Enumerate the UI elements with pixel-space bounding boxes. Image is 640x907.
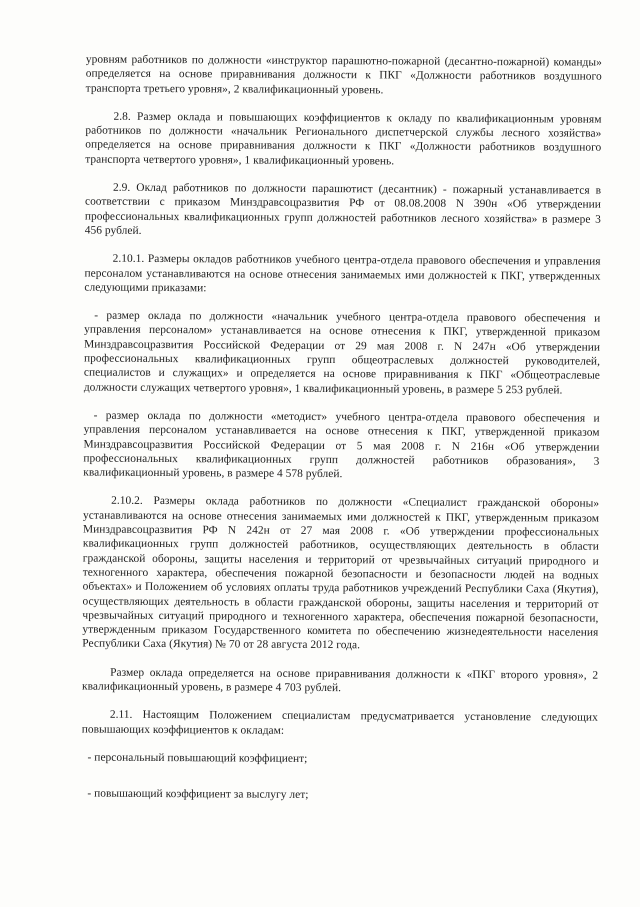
list-item-seniority-coefficient: - повышающий коэффициент за выслугу лет; (87, 787, 309, 802)
paragraph-instructor-rank: уровням работников по должности «инструктор парашютно-пожарной (десантно-пожарной) команды» определяется на основе приравнивания должности к ПКГ «Должности работников воздушного транспорта третьего уровня», 2 квалификационный уровень. (85, 53, 602, 96)
paragraph-salary-second-level: Размер оклада определяется на основе приравнивания должности к «ПКГ второго уровня», 2 квалификационный уровень, в размере 4 703 рублей. (81, 666, 599, 695)
paragraph-2-11: 2.11. Настоящим Положением специалистам предусматривается установление следующих повышающих коэффициентов к окладам: (81, 709, 598, 737)
paragraph-2-8: 2.8. Размер оклада и повышающих коэффициентов к окладу по квалификационным уровням работников по должности «начальник Регионального диспетчерской службы лесного хозяйства» определяется на основе приравнивания должности к ПКГ «Должности работников воздушного транспорта четвертого уровня», 1 квалификационный уровень. (85, 110, 602, 168)
paragraph-head-training-center: - размер оклада по должности «начальник учебного центра-отдела правового обеспечения и управления персоналом» устанавливается на основе отнесения к ПКГ, утвержденной приказом Минздравсоцразвития Российской Федерации от 29 мая 2008 г. N 247н «Об утверждении профессиональных квалификационных групп общеотраслевых должностей руководителей, специалистов и служащих» и определяется на основе приравнивания к ПКГ «Общеотраслевые должности служащих четвертого уровня», 1 квалификационный уровень, в размере 5 253 рублей. (83, 309, 601, 397)
paragraph-methodist: - размер оклада по должности «методист» учебного центра-отдела правового обеспечения и управления персоналом устанавливается на основе отнесения к ПКГ, утвержденной приказом Минздравсоцразвития Российской Федерации от 5 мая 2008 г. N 216н «Об утверждении профессиональных квалификационных групп должностей работников образования», 3 квалификационный уровень, в размере 4 578 рублей. (83, 409, 600, 481)
paragraph-2-10-2: 2.10.2. Размеры оклада работников по должности «Специалист гражданской обороны» устанавливаются на основе отнесения занимаемых ими должностей к ПКГ, утвержденным приказом Минздравсоцразвития РФ N 242н от 27 мая 2008 г. «Об утверждении профессиональных квалификационных групп должностей работников, осуществляющих деятельность в области гражданской обороны, защиты населения и территорий от чрезвычайных ситуаций природного и техногенного характера, обеспечения пожарной безопасности и безопасности людей на водных объектах» и Положением об условиях оплаты труда работников учреждений Республики Саха (Якутия), осуществляющих деятельность в области гражданской обороны, защиты населения и территорий от чрезвычайных ситуаций природного и техногенного характера, обеспечения пожарной безопасности, утвержденным приказом Государственного комитета по обеспечению жизнедеятельности населения Республики Саха (Якутия) № 70 от 28 августа 2012 года. (82, 495, 600, 652)
paragraph-2-10-1: 2.10.1. Размеры окладов работников учебного центра-отдела правового обеспечения и управления персоналом устанавливаются на основе отнесения занимаемых ими должностей к ПКГ, утвержденных следующими приказами: (84, 252, 601, 295)
list-item-personal-coefficient: - персональный повышающий коэффициент; (87, 751, 308, 765)
paragraph-2-9: 2.9. Оклад работников по должности парашютист (десантник) - пожарный устанавливается в соответствии с приказом Минздравсоцразвития РФ от 08.08.2008 N 390н «Об утверждении профессиональных квалификационных групп должностей работников лесного хозяйства» в размере 3 456 рублей. (84, 181, 602, 237)
